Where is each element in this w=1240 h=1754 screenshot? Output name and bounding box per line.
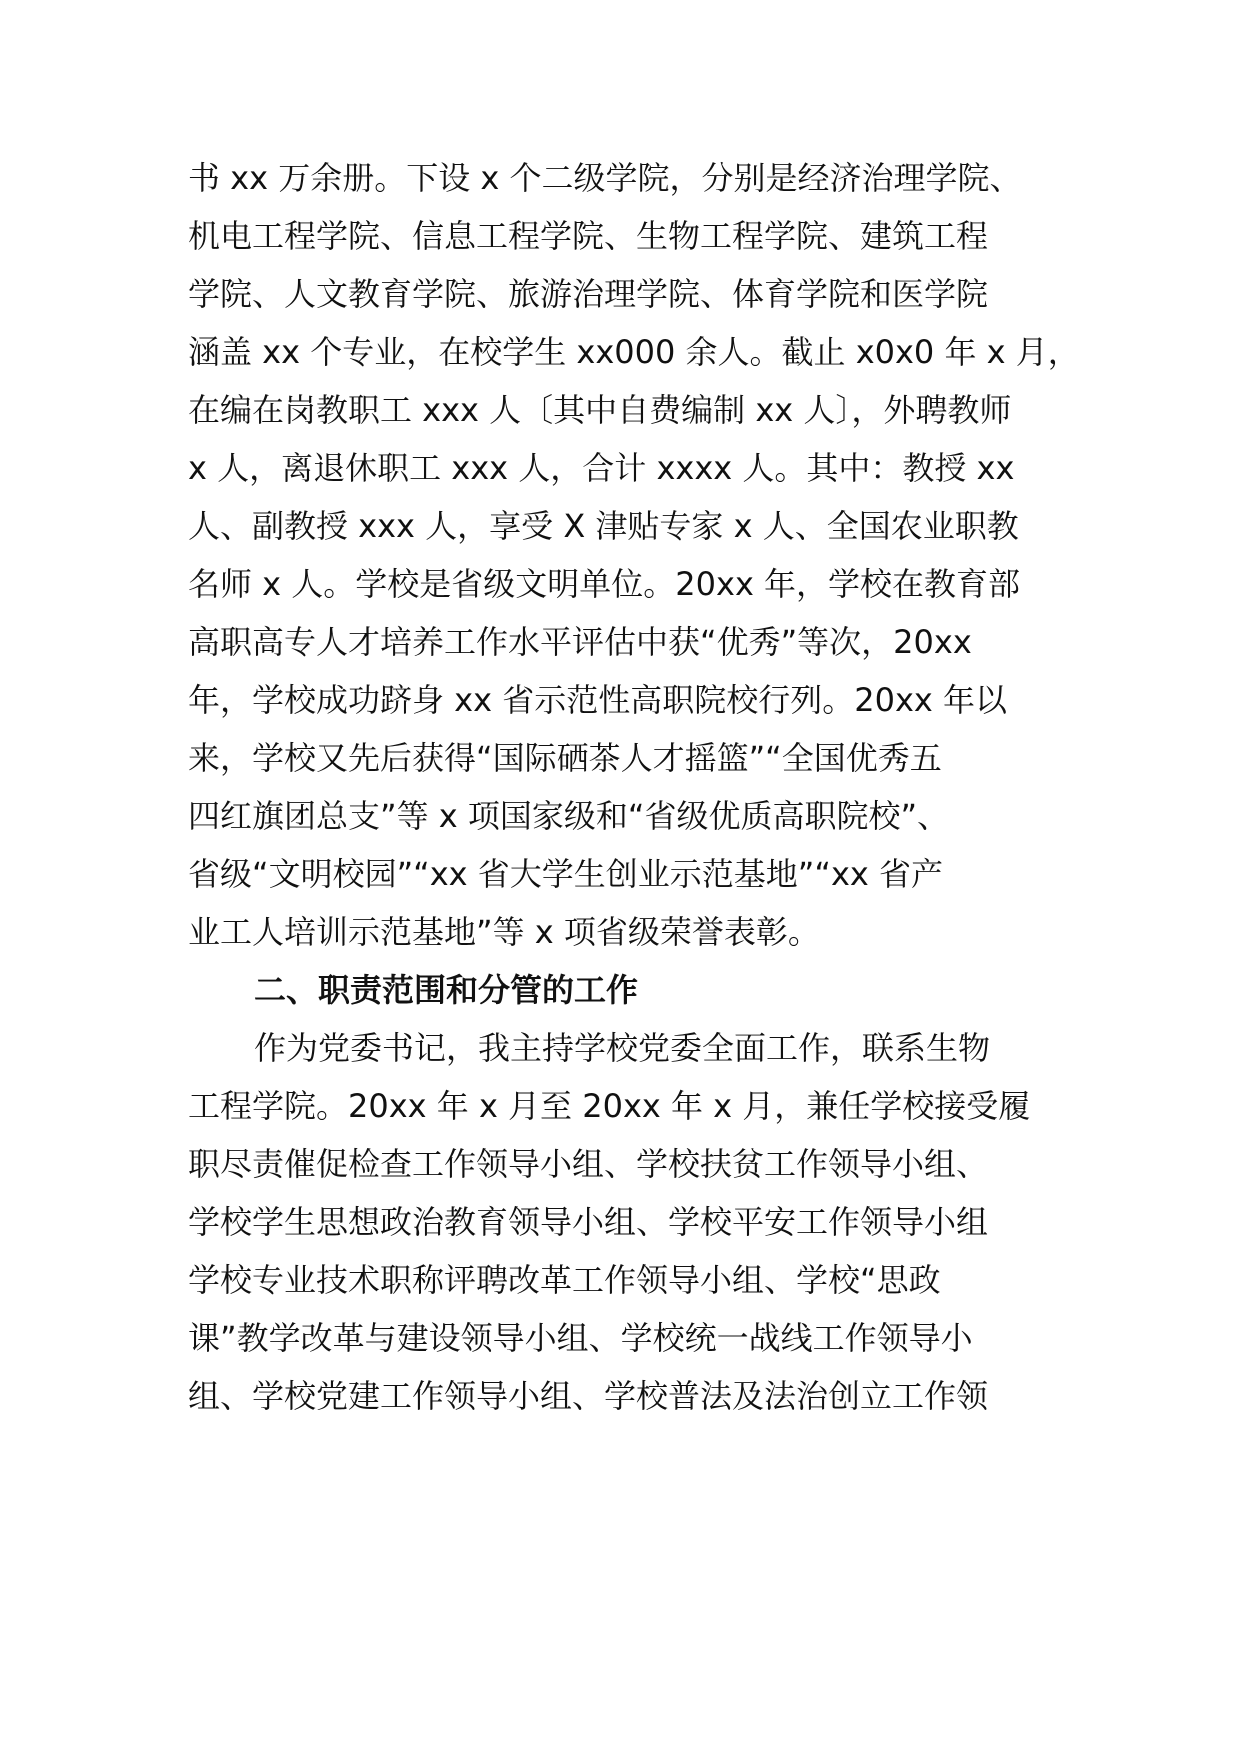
text-line: 在编在岗教职工 xxx 人〔其中自费编制 xx 人〕，外聘教师 bbox=[188, 391, 1012, 429]
text-line: 名师 x 人。学校是省级文明单位。20xx 年，学校在教育部 bbox=[188, 565, 1021, 603]
section-heading: 二、职责范围和分管的工作 bbox=[254, 971, 639, 1009]
text-line: 人、副教授 xxx 人，享受 X 津贴专家 x 人、全国农业职教 bbox=[188, 507, 1019, 545]
text-line: 年，学校成功跻身 xx 省示范性高职院校行列。20xx 年以 bbox=[188, 681, 1007, 719]
text-line: 来，学校又先后获得“国际硒茶人才摇篮”“全国优秀五 bbox=[188, 739, 942, 777]
text-line: 课”教学改革与建设领导小组、学校统一战线工作领导小 bbox=[188, 1319, 973, 1357]
text-line: 书 xx 万余册。下设 x 个二级学院，分别是经济治理学院、 bbox=[188, 159, 1022, 197]
text-line: 职尽责催促检查工作领导小组、学校扶贫工作领导小组、 bbox=[188, 1145, 989, 1183]
text-line: 作为党委书记，我主持学校党委全面工作，联系生物 bbox=[254, 1029, 991, 1067]
text-line: 四红旗团总支”等 x 项国家级和“省级优质高职院校”、 bbox=[188, 797, 950, 835]
text-line: 机电工程学院、信息工程学院、生物工程学院、建筑工程 bbox=[188, 217, 989, 255]
text-line: 高职高专人才培养工作水平评估中获“优秀”等次，20xx bbox=[188, 623, 972, 661]
text-line: x 人，离退休职工 xxx 人，合计 xxxx 人。其中：教授 xx bbox=[188, 449, 1015, 487]
text-line: 学校学生思想政治教育领导小组、学校平安工作领导小组 bbox=[188, 1203, 989, 1241]
text-line: 省级“文明校园”“xx 省大学生创业示范基地”“xx 省产 bbox=[188, 855, 943, 893]
text-line: 工程学院。20xx 年 x 月至 20xx 年 x 月，兼任学校接受履 bbox=[188, 1087, 1031, 1125]
text-line: 业工人培训示范基地”等 x 项省级荣誉表彰。 bbox=[188, 913, 820, 951]
text-line: 学校专业技术职称评聘改革工作领导小组、学校“思政 bbox=[188, 1261, 941, 1299]
text-line: 涵盖 xx 个专业，在校学生 xx000 余人。截止 x0x0 年 x 月， bbox=[188, 333, 1080, 371]
text-line: 组、学校党建工作领导小组、学校普法及法治创立工作领 bbox=[188, 1377, 989, 1415]
text-line: 学院、人文教育学院、旅游治理学院、体育学院和医学院 bbox=[188, 275, 989, 313]
